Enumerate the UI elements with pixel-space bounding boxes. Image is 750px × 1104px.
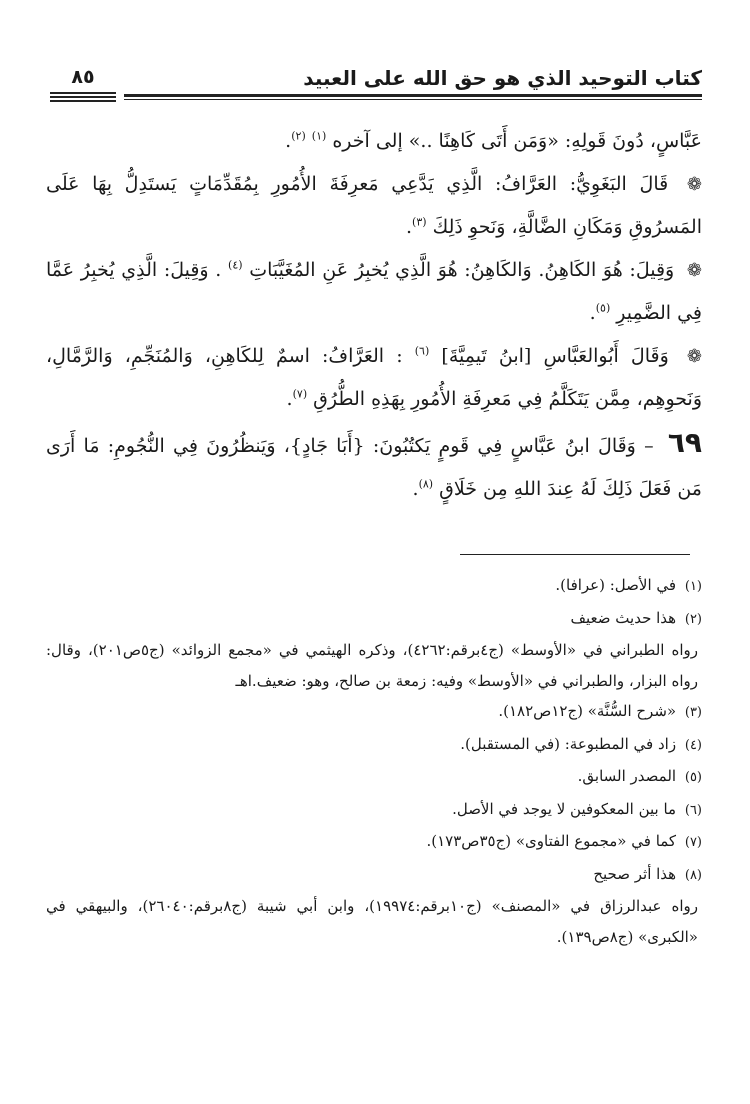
footnote-7	[46, 826, 702, 859]
footnote-number: (٤)	[684, 737, 702, 753]
footnote-2	[46, 603, 702, 636]
footnote-number: (٥)	[684, 770, 702, 785]
page-number: ٨٥	[71, 66, 95, 88]
footnote-8	[46, 859, 702, 892]
paragraph-2: ❁ قَالَ البَغَوِيُّ: العَرَّافُ: الَّذِي يَدَّعِي مَعرِفَةَ الأُمُورِ بِمُقَدِّمَاتٍ يَستَدِلُّ بِهَا عَلَى المَسرُوقِ وَمَكَانِ الضَّالَّةِ، وَنَحوِ ذَلِكَ $^{(٣)}$.	[46, 163, 702, 249]
footnote-ref-3[interactable]: (٣)	[412, 215, 427, 229]
footnote-ref-6[interactable]: (٦)	[414, 344, 430, 358]
footnote-ref-5[interactable]: (٥)	[595, 301, 611, 315]
footnote-number: (٨)	[684, 867, 702, 883]
header-rule-thin	[124, 99, 702, 100]
footnote-6	[46, 794, 702, 827]
footnote-3	[46, 696, 702, 729]
flower-ornament-icon: ❁	[686, 346, 702, 367]
paragraph-3: ❁ وَقِيلَ: هُوَ الكَاهِنُ. وَالكَاهِنُ: هُوَ الَّذِي يُخبِرُ عَنِ المُغَيَّبَاتِ $^{(٤)}$ . وَقِيلَ: الَّذِي يُخبِرُ عَمَّا فِي الضَّمِيرِ $^{(٥)}$.	[46, 249, 702, 335]
footnote-ref-4[interactable]: (٤)	[228, 258, 243, 272]
footnote-text: المصدر السابق.	[577, 767, 677, 785]
header-rule-thick	[124, 94, 702, 97]
footnote-ref-7[interactable]: (٧)	[292, 387, 308, 401]
paragraph-5-text: – وَقَالَ ابنُ عَبَّاسٍ فِي قَومٍ يَكتُبُونَ: {أَبَا جَادٍ}، وَيَنظُرُونَ فِي النُّجُومِ: مَا أَرَى مَن فَعَلَ ذَلِكَ لَهُ عِندَ اللهِ مِن خَلَاقٍ	[46, 435, 702, 500]
footnote-8-detail: رواه عبدالرزاق في «المصنف» (ج١٠برقم:١٩٩٧٤)، وابن أبي شيبة (ج٨برقم:٢٦٠٤٠)، والبيهقي في «الكبرى» (ج٨ص١٣٩).	[46, 897, 698, 946]
footnote-text: زاد في المطبوعة: (في المستقبل).	[460, 734, 677, 753]
footnote-ref-2[interactable]: (٢)	[291, 129, 306, 143]
footnote-ref-1[interactable]: (١)	[311, 129, 327, 143]
paragraph-1-text: عَبَّاسٍ، دُونَ قَولِهِ: «وَمَن أَتَى كَاهِنًا ..» إلى آخره	[332, 130, 702, 152]
paragraph-4-text: وَقَالَ أَبُوالعَبَّاسِ [ابنُ تَيمِيَّةَ]	[441, 345, 669, 367]
main-text	[46, 120, 702, 511]
footnote-text: هذا حديث ضعيف	[570, 608, 677, 627]
footnote-text: ما بين المعكوفين لا يوجد في الأصل.	[452, 799, 677, 818]
book-title: كتاب التوحيد الذي هو حق الله على العبيد	[303, 66, 702, 90]
paragraph-4: ❁ وَقَالَ أَبُوالعَبَّاسِ [ابنُ تَيمِيَّةَ] $^{(٦)}$ : العَرَّافُ: اسمٌ لِلكَاهِنِ، وَالمُنَجِّمِ، وَالرَّمَّالِ، وَنَحوِهِم، مِمَّن يَتَكَلَّمُ فِي مَعرِفَةِ الأُمُورِ بِهَذِهِ الطُّرُقِ $^{(٧)}$.	[46, 335, 702, 421]
footnotes	[46, 570, 702, 952]
footnote-4	[46, 729, 702, 762]
footnote-1	[46, 570, 702, 603]
footnote-5	[46, 761, 702, 794]
paragraph-1: عَبَّاسٍ، دُونَ قَولِهِ: «وَمَن أَتَى كَاهِنًا ..» إلى آخره $^{(١)}$ $^{(٢)}$.	[285, 129, 702, 152]
footnote-number: (٧)	[684, 835, 702, 850]
paragraph-3-text: وَقِيلَ: هُوَ الكَاهِنُ. وَالكَاهِنُ: هُوَ الَّذِي يُخبِرُ عَنِ المُغَيَّبَاتِ	[249, 259, 675, 281]
footnote-text: في الأصل: (عرافا).	[555, 576, 677, 594]
paragraph-4b-text: : العَرَّافُ: اسمٌ لِلكَاهِنِ، وَالمُنَجِّمِ، وَالرَّمَّالِ، وَنَحوِهِم، مِمَّن يَتَكَلَّمُ فِي مَعرِفَةِ الأُمُورِ بِهَذِهِ الطُّرُقِ	[46, 345, 702, 410]
paragraph-5: ٦٩ – وَقَالَ ابنُ عَبَّاسٍ فِي قَومٍ يَكتُبُونَ: {أَبَا جَادٍ}، وَيَنظُرُونَ فِي النُّجُومِ: مَا أَرَى مَن فَعَلَ ذَلِكَ لَهُ عِندَ اللهِ مِن خَلَاقٍ $^{(٨)}$.	[46, 426, 702, 500]
footnote-text: كما في «مجموع الفتاوى» (ج٣٥ص١٧٣).	[426, 832, 677, 850]
footnote-text: «شرح السُّنَّة» (ج١٢ص١٨٢).	[498, 702, 677, 720]
flower-ornament-icon: ❁	[686, 174, 702, 195]
page-header	[46, 64, 702, 104]
flower-ornament-icon: ❁	[686, 260, 702, 281]
footnote-text: هذا أثر صحيح	[593, 864, 677, 883]
footnote-number: (٢)	[684, 611, 702, 627]
page-number-lines	[50, 92, 116, 104]
footnote-number: (٣)	[684, 705, 702, 720]
footnote-2-detail: رواه الطبراني في «الأوسط» (ج٤برقم:٤٢٦٢)، وذكره الهيثمي في «مجمع الزوائد» (ج٥ص٢٠١)، وقال: رواه البزار، والطبراني في «الأوسط» وفيه: زمعة بن صالح، وهو: ضعيف.اهـ	[46, 641, 698, 690]
paragraph-3b-text: . وَقِيلَ: الَّذِي يُخبِرُ عَمَّا فِي الضَّمِيرِ	[46, 259, 702, 324]
paragraph-2-text: قَالَ البَغَوِيُّ: العَرَّافُ: الَّذِي يَدَّعِي مَعرِفَةَ الأُمُورِ بِمُقَدِّمَاتٍ يَستَدِلُّ بِهَا عَلَى المَسرُوقِ وَمَكَانِ الضَّالَّةِ، وَنَحوِ ذَلِكَ	[46, 173, 702, 238]
footnote-number: (٦)	[684, 802, 702, 818]
footnote-number: (١)	[684, 579, 702, 594]
footnote-separator	[460, 554, 690, 555]
footnote-ref-8[interactable]: (٨)	[418, 477, 434, 491]
hadith-number: ٦٩	[667, 426, 702, 459]
